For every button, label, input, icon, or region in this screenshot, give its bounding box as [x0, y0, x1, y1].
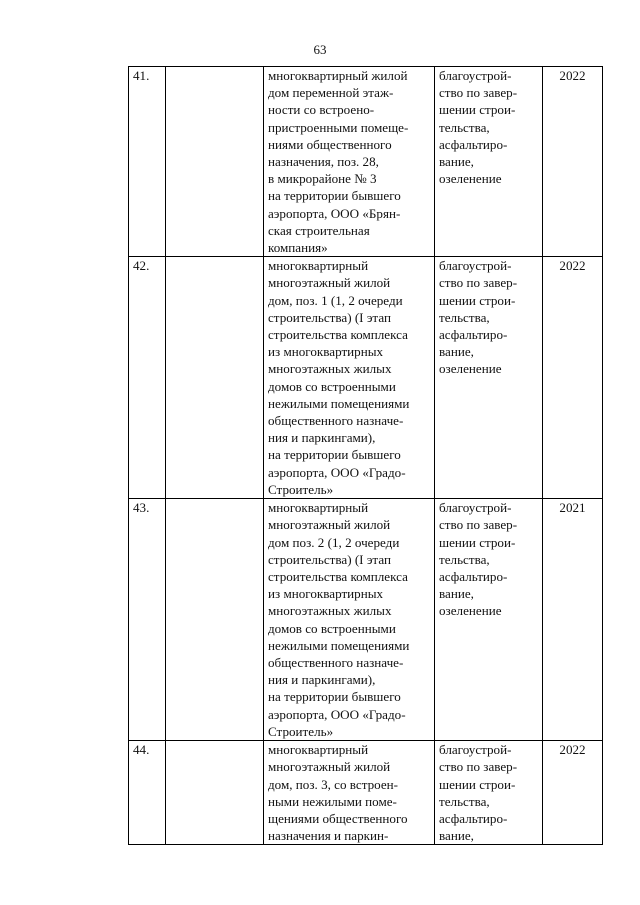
register-table [128, 66, 603, 845]
object-line: дом переменной этаж- [268, 85, 394, 101]
works-line: благоустрой- [439, 500, 512, 516]
works-line: шении строи- [439, 534, 516, 550]
object-line: многоэтажный жилой [268, 517, 391, 533]
row-number-cell: 42. [129, 257, 166, 499]
object-line: дом поз. 2 (1, 2 очереди [268, 534, 400, 550]
object-line: из многоквартирных [268, 344, 384, 360]
object-line: на территории бывшего [268, 188, 401, 204]
object-line: многоквартирный [268, 500, 369, 516]
object-line: аэропорта, ООО «Градо- [268, 464, 406, 480]
works-line: озеленение [439, 361, 502, 377]
works-line: благоустрой- [439, 258, 512, 274]
works-line: шении строи- [439, 776, 516, 792]
object-line: ская строительная [268, 222, 370, 238]
object-line: нежилыми помещениями [268, 637, 410, 653]
object-line: ными нежилыми поме- [268, 793, 397, 809]
object-description-cell [264, 67, 435, 257]
year-cell: 2022 [543, 257, 603, 499]
object-line: аэропорта, ООО «Градо- [268, 706, 406, 722]
works-line: ство по завер- [439, 85, 518, 101]
year-cell: 2022 [543, 67, 603, 257]
object-description-cell [264, 257, 435, 499]
object-line: пристроенными помеще- [268, 119, 409, 135]
object-line: щениями общественного [268, 811, 408, 827]
object-line: ности со встроено- [268, 102, 375, 118]
works-line: асфальтиро- [439, 569, 508, 585]
object-line: многоэтажный жилой [268, 759, 391, 775]
object-line: компания» [268, 240, 328, 256]
works-line: асфальтиро- [439, 136, 508, 152]
works-line: тельства, [439, 551, 490, 567]
object-description-cell [264, 741, 435, 845]
page-number: 63 [313, 42, 327, 57]
works-line: благоустрой- [439, 742, 512, 758]
works-line: тельства, [439, 309, 490, 325]
works-line: вание, [439, 344, 474, 360]
object-line: многоэтажных жилых [268, 603, 392, 619]
object-line: Строитель» [268, 723, 334, 739]
object-line: домов со встроенными [268, 378, 396, 394]
object-line: многоквартирный жилой [268, 68, 408, 83]
object-line: аэропорта, ООО «Брян- [268, 205, 401, 221]
works-line: шении строи- [439, 292, 516, 308]
object-line: строительства комплекса [268, 327, 408, 343]
object-line: назначения и паркин- [268, 828, 389, 844]
works-line: вание, [439, 586, 474, 602]
table-row [129, 741, 603, 845]
works-cell [435, 67, 543, 257]
object-line: на территории бывшего [268, 447, 401, 463]
works-line: благоустрой- [439, 68, 512, 83]
object-line: из многоквартирных [268, 586, 384, 602]
table-row [129, 257, 603, 499]
object-line: многоэтажных жилых [268, 361, 392, 377]
works-line: озеленение [439, 603, 502, 619]
works-line: тельства, [439, 119, 490, 135]
object-line: дом, поз. 3, со встроен- [268, 776, 399, 792]
object-line: строительства) (I этап [268, 309, 391, 325]
empty-cell [166, 499, 264, 741]
works-line: асфальтиро- [439, 811, 508, 827]
works-line: вание, [439, 154, 474, 170]
works-line: вание, [439, 828, 474, 844]
works-cell [435, 499, 543, 741]
object-line: домов со встроенными [268, 620, 396, 636]
object-line: многоквартирный [268, 742, 369, 758]
works-line: тельства, [439, 793, 490, 809]
object-line: ниями общественного [268, 136, 392, 152]
object-line: назначения, поз. 28, [268, 154, 379, 170]
works-line: ство по завер- [439, 275, 518, 291]
object-line: многоквартирный [268, 258, 369, 274]
works-line: шении строи- [439, 102, 516, 118]
works-line: озеленение [439, 171, 502, 187]
works-cell [435, 257, 543, 499]
works-cell [435, 741, 543, 845]
object-line: общественного назначе- [268, 413, 404, 429]
object-line: на территории бывшего [268, 689, 401, 705]
object-line: дом, поз. 1 (1, 2 очереди [268, 292, 403, 308]
works-line: асфальтиро- [439, 327, 508, 343]
object-description-cell [264, 499, 435, 741]
object-line: ния и паркингами), [268, 672, 376, 688]
works-line: ство по завер- [439, 759, 518, 775]
object-line: многоэтажный жилой [268, 275, 391, 291]
object-line: в микрорайоне № 3 [268, 171, 377, 187]
year-cell: 2022 [543, 741, 603, 845]
table-row [129, 67, 603, 257]
row-number-cell: 41. [129, 67, 166, 257]
object-line: ния и паркингами), [268, 430, 376, 446]
empty-cell [166, 257, 264, 499]
object-line: нежилыми помещениями [268, 395, 410, 411]
object-line: общественного назначе- [268, 655, 404, 671]
works-line: ство по завер- [439, 517, 518, 533]
empty-cell [166, 67, 264, 257]
table-row [129, 499, 603, 741]
empty-cell [166, 741, 264, 845]
row-number-cell: 44. [129, 741, 166, 845]
object-line: Строитель» [268, 481, 334, 497]
row-number-cell: 43. [129, 499, 166, 741]
year-cell: 2021 [543, 499, 603, 741]
object-line: строительства комплекса [268, 569, 408, 585]
object-line: строительства) (I этап [268, 551, 391, 567]
